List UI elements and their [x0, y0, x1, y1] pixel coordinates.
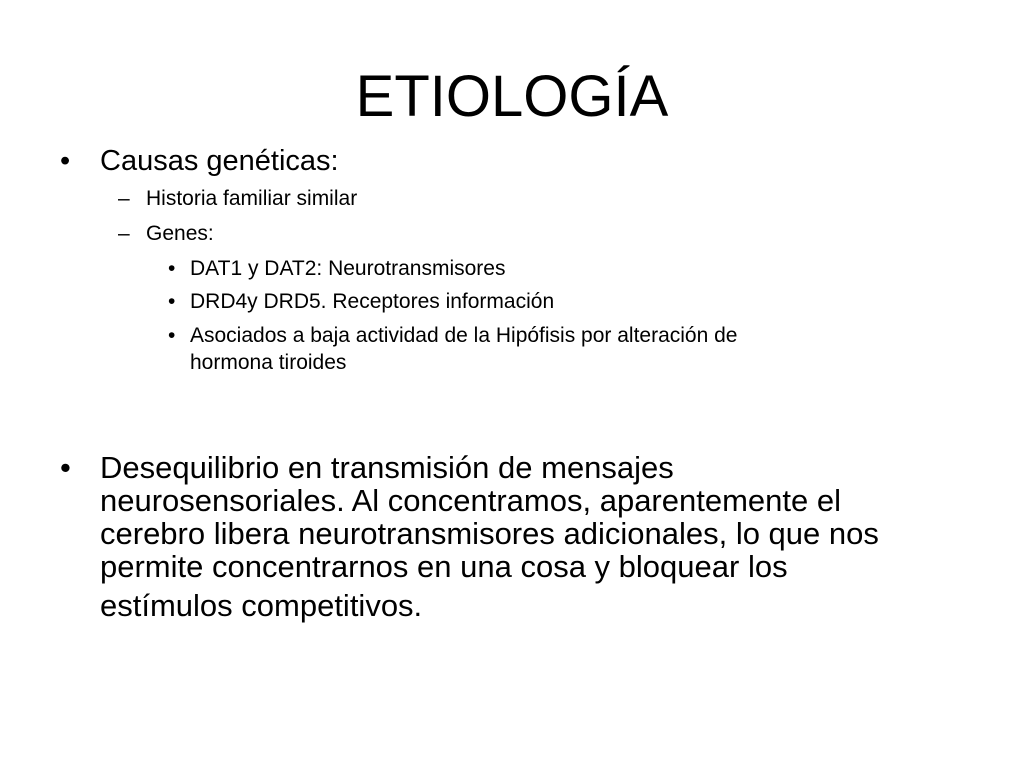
paragraph-line: neurosensoriales. Al concentramos, aparentemente el — [100, 483, 841, 518]
gene-item-continuation: hormona tiroides — [190, 351, 347, 374]
slide-title: ETIOLOGÍA — [355, 64, 669, 129]
gene-item: DRD4y DRD5. Receptores información — [190, 290, 555, 313]
bullet-marker: • — [168, 324, 176, 347]
bullet-causas-geneticas: Causas genéticas: — [100, 145, 339, 177]
sub-item-genes: Genes: — [146, 222, 214, 245]
paragraph-line: Desequilibrio en transmisión de mensajes — [100, 450, 674, 485]
dash-marker: – — [118, 222, 130, 245]
sub-item-historia: Historia familiar similar — [146, 187, 358, 210]
dash-marker: – — [118, 187, 130, 210]
paragraph-line: cerebro libera neurotransmisores adicionales, lo que nos — [100, 516, 879, 551]
bullet-marker: • — [168, 290, 176, 313]
bullet-marker: • — [60, 145, 71, 177]
paragraph-line: estímulos competitivos. — [100, 588, 423, 623]
paragraph-line: permite concentrarnos en una cosa y bloquear los — [100, 549, 788, 584]
bullet-marker: • — [168, 257, 176, 280]
bullet-marker: • — [60, 450, 71, 485]
gene-item: Asociados a baja actividad de la Hipófisis por alteración de — [190, 324, 738, 347]
gene-item: DAT1 y DAT2: Neurotransmisores — [190, 257, 506, 280]
